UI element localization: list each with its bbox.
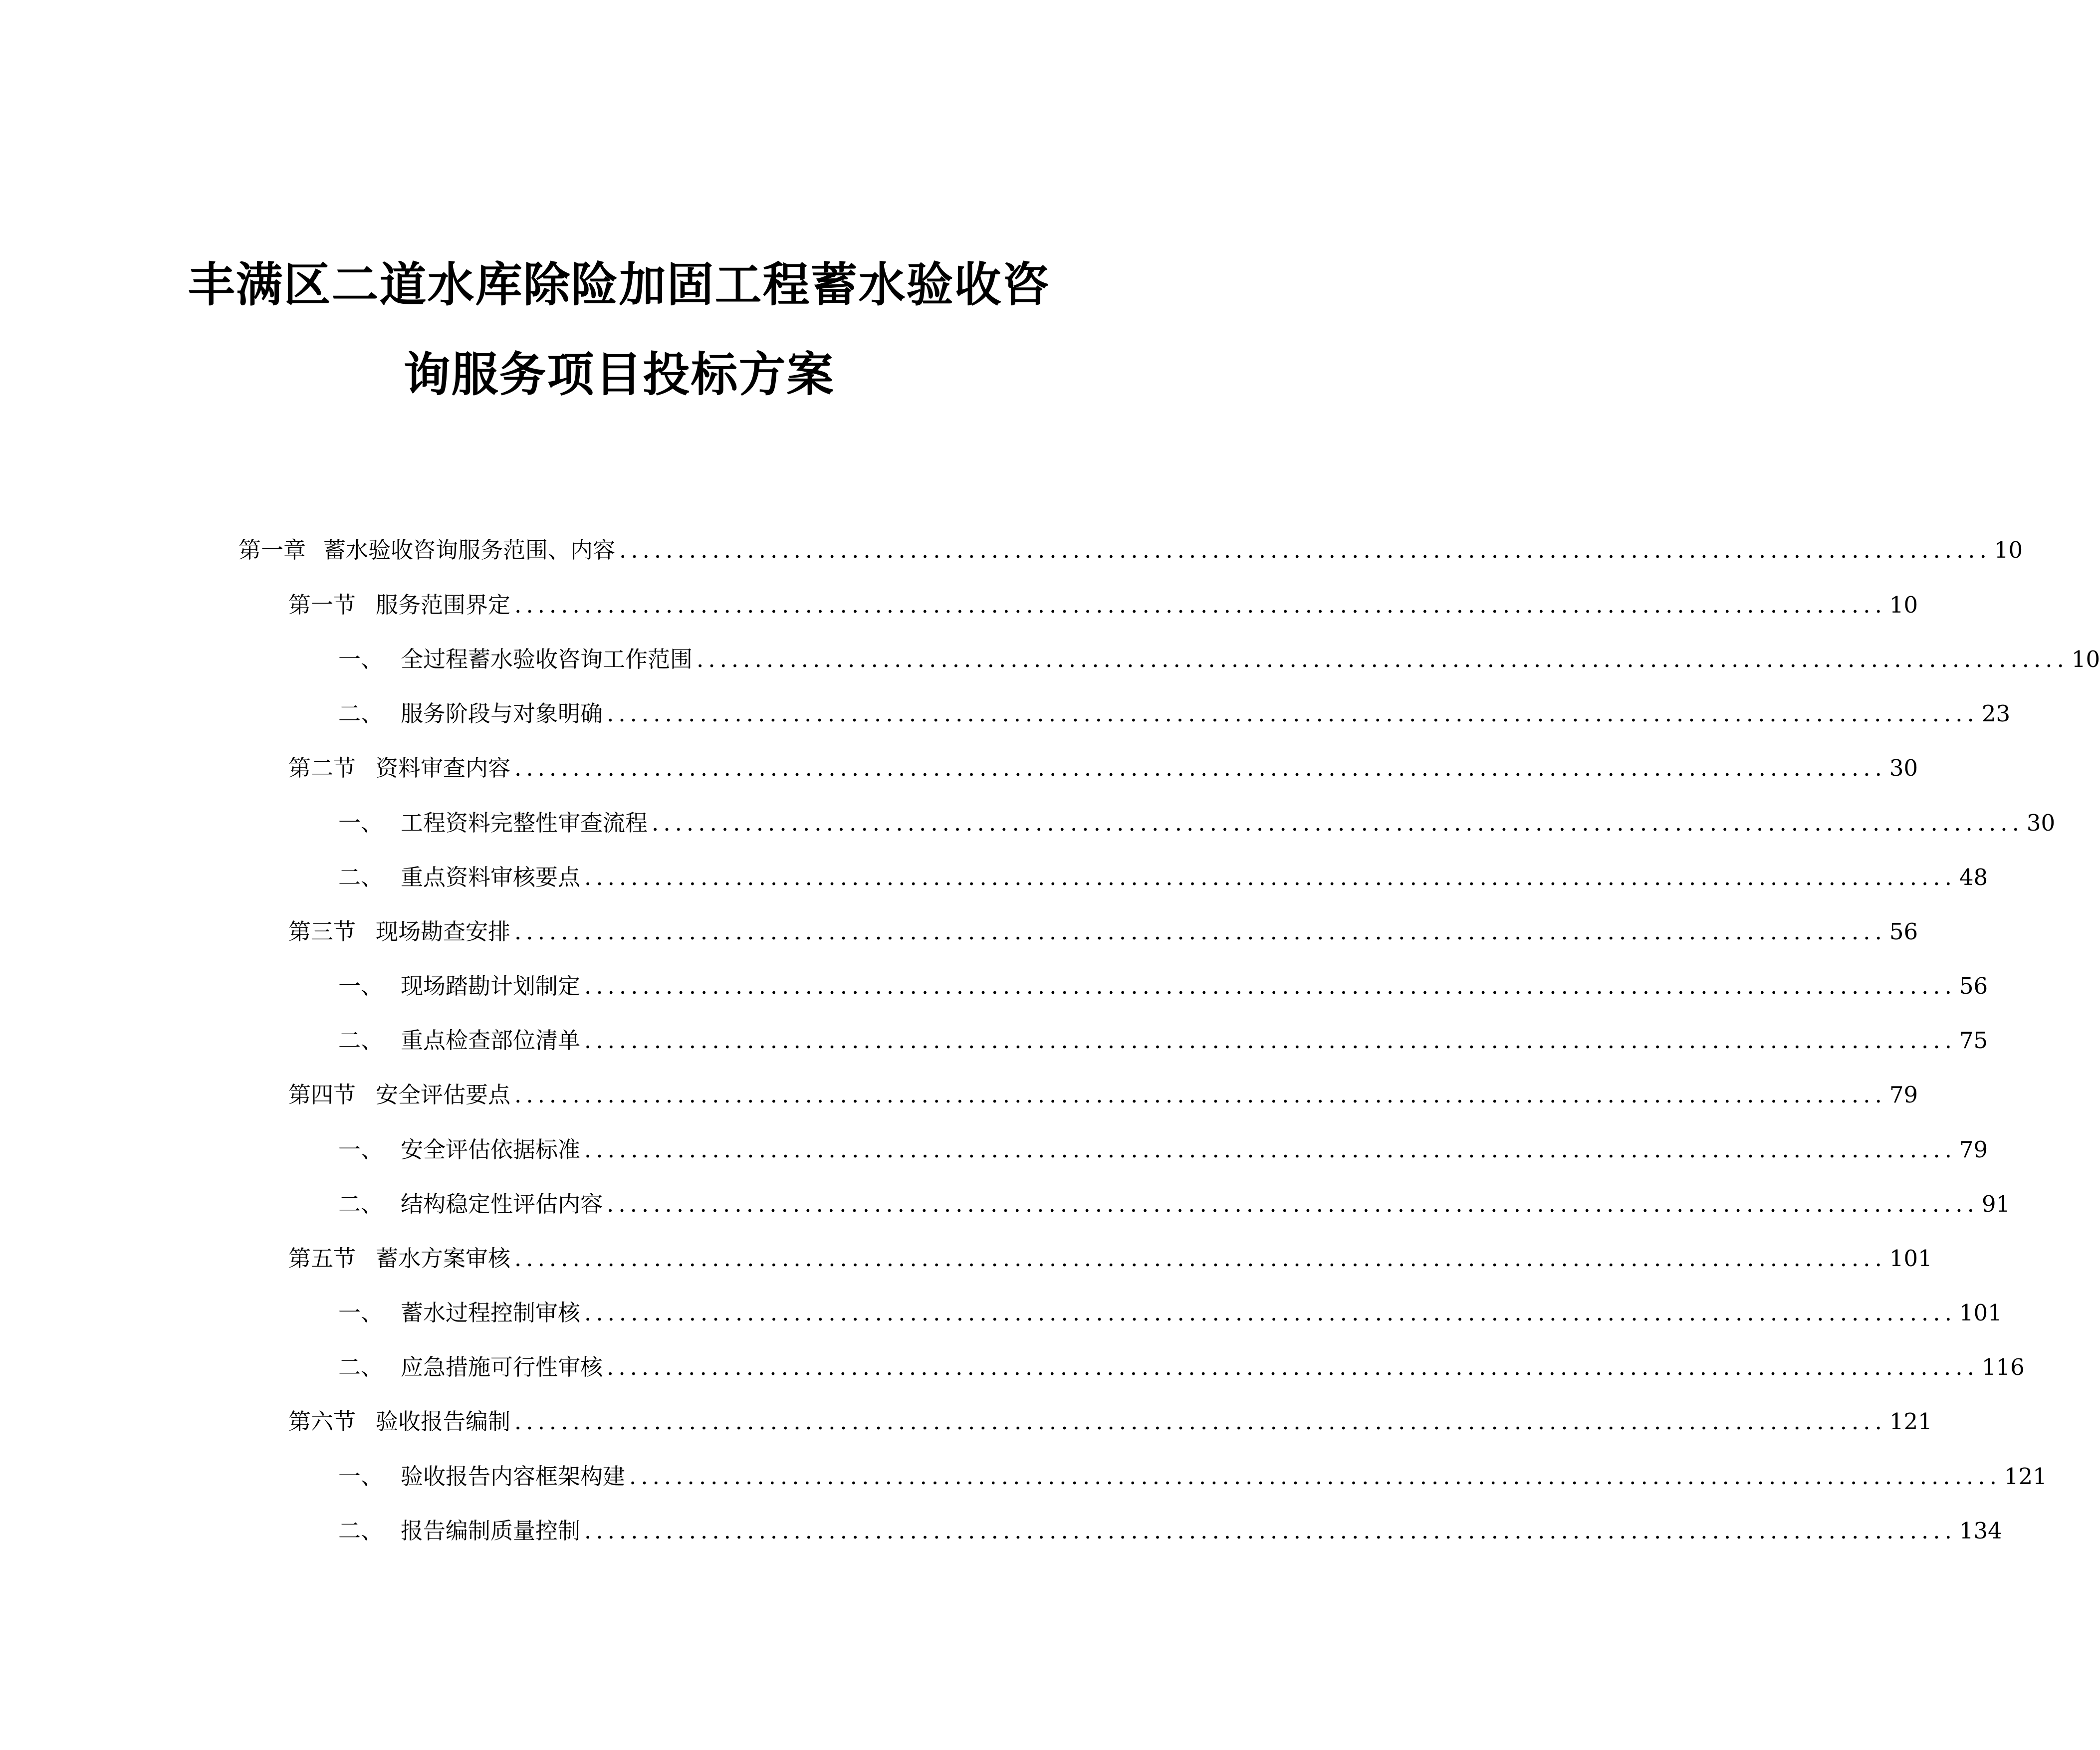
toc-entry-page: 30 bbox=[1889, 755, 1918, 781]
toc-dot-leader: ...................................................................................................................... bbox=[514, 918, 1886, 945]
toc-entry-label: 蓄水过程控制审核 bbox=[401, 1300, 581, 1326]
toc-dot-leader: ...................................................................................................................... bbox=[514, 592, 1886, 618]
toc-dot-leader: ...................................................................................................................... bbox=[584, 1027, 1956, 1054]
toc-dot-leader: ...................................................................................................................... bbox=[514, 1408, 1886, 1435]
toc-dot-leader: ...................................................................................................................... bbox=[629, 1463, 2001, 1490]
toc-entry-label: 报告编制质量控制 bbox=[401, 1518, 581, 1544]
toc-dot-leader: ...................................................................................................................... bbox=[584, 973, 1956, 999]
toc-entry-subsection[interactable] bbox=[338, 1352, 2025, 1382]
toc-dot-leader: ...................................................................................................................... bbox=[607, 1191, 1979, 1217]
toc-entry-section[interactable] bbox=[288, 590, 1918, 620]
toc-entry-label: 验收报告编制 bbox=[376, 1408, 511, 1435]
toc-entry-page: 30 bbox=[2026, 810, 2056, 836]
toc-entry-label: 重点检查部位清单 bbox=[401, 1027, 581, 1054]
toc-entry-number: 一、 bbox=[338, 1300, 384, 1326]
toc-entry-label: 现场踏勘计划制定 bbox=[401, 973, 581, 999]
toc-entry-label: 服务阶段与对象明确 bbox=[401, 700, 603, 727]
toc-entry-chapter[interactable] bbox=[238, 535, 2023, 565]
toc-entry-number: 第一节 bbox=[288, 592, 356, 618]
toc-entry-subsection[interactable] bbox=[338, 1135, 1988, 1165]
toc-entry-subsection[interactable] bbox=[338, 863, 1988, 892]
toc-entry-label: 工程资料完整性审查流程 bbox=[401, 810, 648, 836]
toc-entry-number: 第二节 bbox=[288, 755, 356, 781]
toc-entry-label: 蓄水方案审核 bbox=[376, 1245, 511, 1272]
toc-entry-label: 现场勘查安排 bbox=[376, 918, 511, 945]
toc-entry-subsection[interactable] bbox=[338, 699, 2011, 729]
toc-dot-leader: ...................................................................................................................... bbox=[584, 1518, 1956, 1544]
toc-entry-number: 第六节 bbox=[288, 1408, 356, 1435]
toc-dot-leader: ...................................................................................................................... bbox=[514, 1082, 1886, 1108]
toc-entry-subsection[interactable] bbox=[338, 1189, 2011, 1219]
toc-entry-number: 一、 bbox=[338, 646, 384, 672]
toc-entry-number: 二、 bbox=[338, 1354, 384, 1380]
toc-entry-page: 91 bbox=[1981, 1191, 2011, 1217]
toc-entry-number: 二、 bbox=[338, 1518, 384, 1544]
toc-entry-subsection[interactable] bbox=[338, 645, 2100, 674]
toc-entry-number: 第四节 bbox=[288, 1082, 356, 1108]
toc-entry-number: 第三节 bbox=[288, 918, 356, 945]
toc-entry-page: 134 bbox=[1959, 1518, 2002, 1544]
toc-entry-number: 二、 bbox=[338, 700, 384, 727]
document-title-line-2: 询服务项目投标方案 bbox=[403, 348, 835, 402]
toc-entry-subsection[interactable] bbox=[338, 1298, 2002, 1328]
toc-dot-leader: ...................................................................................................................... bbox=[514, 1245, 1886, 1272]
toc-entry-number: 一、 bbox=[338, 1463, 384, 1490]
toc-entry-section[interactable] bbox=[288, 917, 1918, 947]
toc-entry-page: 79 bbox=[1889, 1082, 1918, 1108]
toc-entry-label: 资料审查内容 bbox=[376, 755, 511, 781]
toc-entry-number: 二、 bbox=[338, 1191, 384, 1217]
toc-entry-section[interactable] bbox=[288, 1080, 1918, 1110]
toc-entry-page: 10 bbox=[1994, 537, 2023, 563]
toc-dot-leader: ...................................................................................................................... bbox=[652, 810, 2024, 836]
toc-entry-subsection[interactable] bbox=[338, 1516, 2002, 1546]
toc-dot-leader: ...................................................................................................................... bbox=[584, 864, 1956, 890]
toc-entry-label: 蓄水验收咨询服务范围、内容 bbox=[323, 537, 616, 563]
toc-entry-subsection[interactable] bbox=[338, 1462, 2047, 1492]
toc-entry-section[interactable] bbox=[288, 753, 1918, 783]
toc-entry-subsection[interactable] bbox=[338, 808, 2056, 838]
toc-entry-page: 75 bbox=[1959, 1027, 1988, 1054]
toc-dot-leader: ...................................................................................................................... bbox=[697, 646, 2069, 672]
toc-entry-page: 10 bbox=[1889, 592, 1918, 618]
toc-dot-leader: ...................................................................................................................... bbox=[584, 1300, 1956, 1326]
toc-entry-page: 121 bbox=[2004, 1463, 2047, 1490]
toc-entry-label: 结构稳定性评估内容 bbox=[401, 1191, 603, 1217]
toc-entry-page: 23 bbox=[1981, 700, 2011, 727]
toc-entry-number: 一、 bbox=[338, 973, 384, 999]
toc-dot-leader: ...................................................................................................................... bbox=[619, 537, 1991, 563]
toc-entry-page: 10 bbox=[2071, 646, 2100, 672]
toc-entry-page: 101 bbox=[1959, 1300, 2002, 1326]
toc-entry-subsection[interactable] bbox=[338, 971, 1988, 1001]
toc-entry-subsection[interactable] bbox=[338, 1026, 1988, 1056]
toc-entry-number: 二、 bbox=[338, 864, 384, 890]
toc-entry-number: 第一章 bbox=[238, 537, 306, 563]
toc-entry-page: 101 bbox=[1889, 1245, 1932, 1272]
document-title-line-1: 丰满区二道水库除险加固工程蓄水验收咨 bbox=[188, 258, 1050, 312]
toc-entry-label: 安全评估要点 bbox=[376, 1082, 511, 1108]
toc-entry-label: 服务范围界定 bbox=[376, 592, 511, 618]
toc-entry-page: 79 bbox=[1959, 1136, 1988, 1163]
toc-entry-label: 应急措施可行性审核 bbox=[401, 1354, 603, 1380]
toc-entry-label: 重点资料审核要点 bbox=[401, 864, 581, 890]
toc-dot-leader: ...................................................................................................................... bbox=[514, 755, 1886, 781]
toc-entry-page: 56 bbox=[1889, 918, 1918, 945]
toc-entry-page: 48 bbox=[1959, 864, 1988, 890]
toc-entry-section[interactable] bbox=[288, 1244, 1932, 1274]
toc-entry-section[interactable] bbox=[288, 1407, 1932, 1437]
toc-entry-number: 一、 bbox=[338, 1136, 384, 1163]
toc-entry-label: 安全评估依据标准 bbox=[401, 1136, 581, 1163]
toc-dot-leader: ...................................................................................................................... bbox=[607, 1354, 1979, 1380]
toc-entry-page: 121 bbox=[1889, 1408, 1932, 1435]
toc-dot-leader: ...................................................................................................................... bbox=[584, 1136, 1956, 1163]
toc-entry-label: 验收报告内容框架构建 bbox=[401, 1463, 626, 1490]
toc-entry-number: 二、 bbox=[338, 1027, 384, 1054]
toc-entry-page: 56 bbox=[1959, 973, 1988, 999]
toc-entry-label: 全过程蓄水验收咨询工作范围 bbox=[401, 646, 693, 672]
toc-entry-number: 第五节 bbox=[288, 1245, 356, 1272]
toc-dot-leader: ...................................................................................................................... bbox=[607, 700, 1979, 727]
toc-entry-page: 116 bbox=[1981, 1354, 2025, 1380]
toc-entry-number: 一、 bbox=[338, 810, 384, 836]
